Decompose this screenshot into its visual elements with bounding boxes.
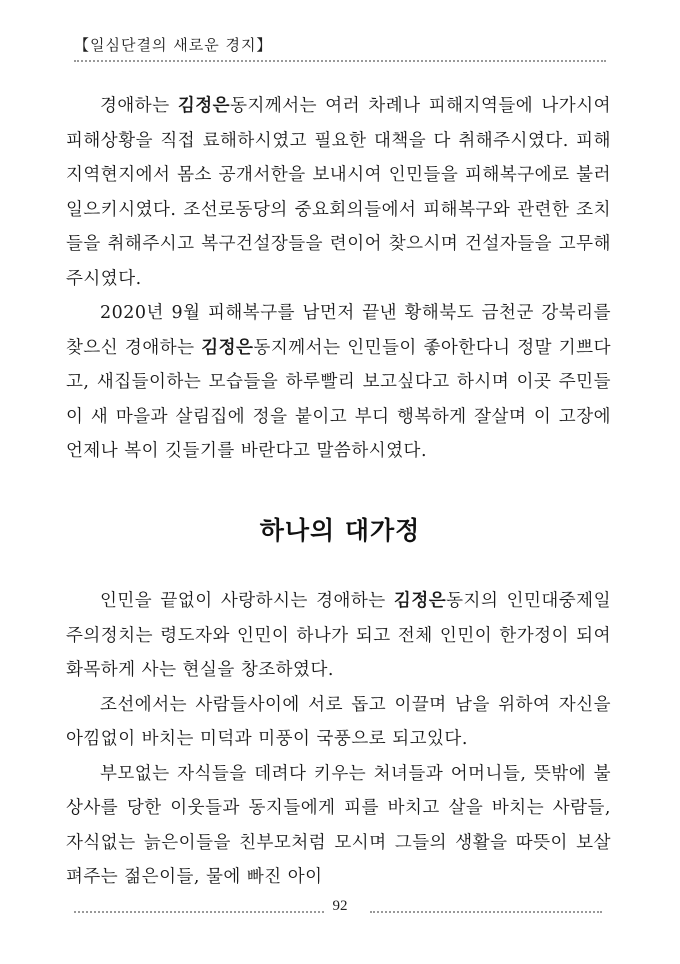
leader-name: 김정은 — [201, 337, 254, 358]
paragraph — [66, 584, 611, 688]
text-run: 동지께서는 인민들이 좋아한다니 정말 기쁘다고, 새집들이하는 모습들을 하루빨리 보고싶다고 하시며 이곳 주민들이 새 마을과 살림집에 정을 붙이고 부디 행복하게 잘살며 이 고장에 언제나 복이 깃들기를 바란다고 말씀하시였다. — [66, 337, 611, 461]
text-block-1 — [66, 89, 611, 469]
paragraph — [66, 89, 611, 296]
text-run: 동지의 인민대중제일주의정치는 령도자와 인민이 하나가 되고 전체 인민이 한가정이 되여 화목하게 사는 현실을 창조하였다. — [66, 591, 611, 680]
paragraph: 조선에서는 사람들사이에 서로 돕고 이끌며 남을 위하여 자신을 아낌없이 바치는 미덕과 미풍이 국풍으로 되고있다. — [66, 694, 611, 749]
text-run: 경애하는 — [100, 96, 178, 116]
page-number: 92 — [332, 898, 348, 914]
section-heading: 하나의 대가정 — [259, 516, 421, 545]
text-block-2 — [66, 584, 611, 895]
text-run: 동지께서는 여러 차례나 피해지역들에 나가시여 피해상황을 직접 료해하시였고 필요한 대책을 다 취해주시였다. 피해지역현지에서 몸소 공개서한을 보내시여 인민들을 피해복구에로 불러일으키시였다. 조선로동당의 중요회의들에서 피해복구와 관련한 조치들을 취해주시고 복구건설장들을 련이어 찾으시며 건설자들을 고무해주시였다. — [66, 96, 611, 289]
text-run: 인민을 끝없이 사랑하시는 경애하는 — [100, 591, 394, 611]
footer-divider-right — [370, 911, 602, 913]
header-divider — [74, 60, 606, 62]
running-header: 【일심단결의 새로운 경지】 — [74, 36, 273, 54]
paragraph: 부모없는 자식들을 데려다 키우는 처녀들과 어머니들, 뜻밖에 불상사를 당한 이웃들과 동지들에게 피를 바치고 살을 바치는 사람들, 자식없는 늙은이들을 친부모처럼 모시며 그들의 생활을 따뜻이 보살펴주는 젊은이들, 물에 빠진 아이 — [66, 763, 611, 887]
text-run: 2020년 9월 피해복구를 남먼저 끝낸 황해북도 금천군 강북리를 찾으신 경애하는 — [66, 303, 611, 358]
paragraph — [66, 296, 611, 469]
leader-name: 김정은 — [177, 96, 231, 116]
leader-name: 김정은 — [393, 591, 447, 611]
